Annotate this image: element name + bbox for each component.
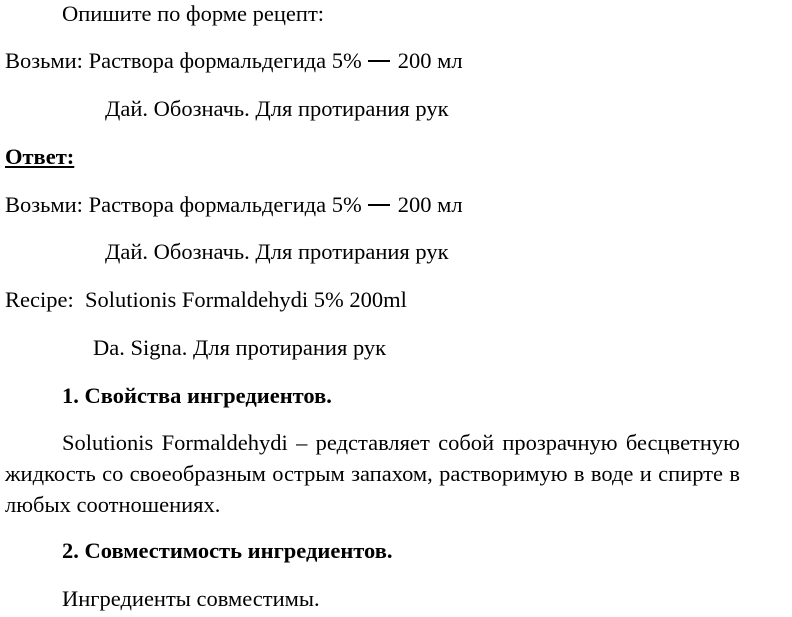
answer-signa-line: Дай. Обозначь. Для протирания рук: [105, 239, 449, 264]
section2-heading: 2. Совместимость ингредиентов.: [62, 538, 393, 563]
task-signa-line: Дай. Обозначь. Для протирания рук: [105, 96, 449, 121]
task-rx-line: [5, 50, 463, 73]
latin-signa-line: Da. Signa. Для протирания рук: [93, 335, 387, 360]
rx-substance: Раствора формальдегида 5%: [88, 192, 362, 217]
rx-label: Возьми:: [5, 48, 83, 73]
recipe-line: Recipe: Solutionis Formaldehydi 5% 200ml: [5, 287, 407, 312]
section1-paragraph: Solutionis Formaldehydi – редставляет собой прозрачную бесцветную жидкость со своеобразным острым запахом, растворимую в воде и спирте в любых соотношениях.: [5, 430, 740, 517]
answer-heading: Ответ:: [5, 144, 75, 169]
rx-dash: [368, 60, 390, 62]
rx-amount: 200 мл: [397, 192, 463, 217]
rx-label: Возьми:: [5, 192, 83, 217]
rx-amount: 200 мл: [397, 48, 463, 73]
answer-rx-line: [5, 194, 463, 217]
task-prompt: Опишите по форме рецепт:: [62, 1, 325, 26]
section1-heading: 1. Свойства ингредиентов.: [62, 383, 332, 408]
rx-substance: Раствора формальдегида 5%: [88, 48, 362, 73]
rx-dash: [368, 204, 390, 206]
section2-paragraph: Ингредиенты совместимы.: [62, 586, 320, 611]
